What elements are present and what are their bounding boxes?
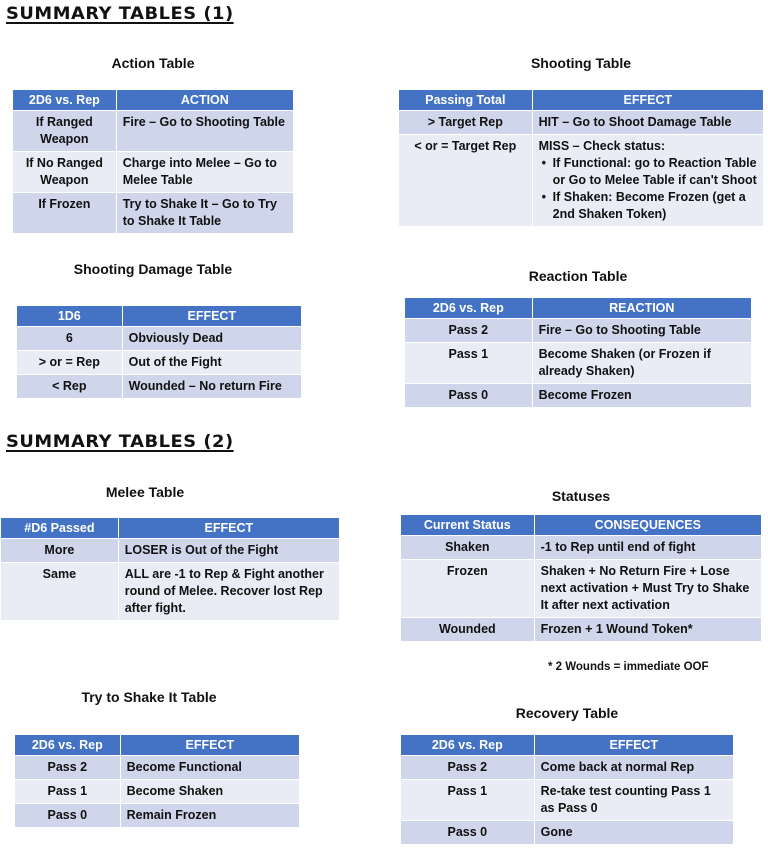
status-bullet-list (539, 155, 757, 223)
table-header (399, 90, 764, 111)
shooting-damage-table-title: Shooting Damage Table (73, 261, 233, 277)
table-cell: Wounded – No return Fire (122, 375, 301, 399)
table-header (17, 306, 302, 327)
table-cell: -1 to Rep until end of fight (534, 536, 761, 560)
table-row (15, 756, 300, 780)
shake-table-title: Try to Shake It Table (81, 689, 217, 705)
section-title-1: SUMMARY TABLES (1) (6, 4, 234, 24)
table-row (13, 152, 294, 193)
table-cell: > or = Rep (17, 351, 123, 375)
table-header (401, 515, 762, 536)
table-cell: Become Functional (120, 756, 299, 780)
table-cell: Pass 0 (405, 384, 533, 408)
table-cell: Come back at normal Rep (534, 756, 733, 780)
melee-table-title: Melee Table (105, 484, 185, 500)
table-row (15, 780, 300, 804)
reaction-table (404, 297, 752, 408)
table-cell: < Rep (17, 375, 123, 399)
table-row (15, 804, 300, 828)
table-row (401, 536, 762, 560)
table-cell: Shaken (401, 536, 535, 560)
table-row (401, 618, 762, 642)
table-cell: Pass 0 (401, 821, 535, 845)
table-row (399, 135, 764, 227)
table-cell: Pass 2 (401, 756, 535, 780)
table-cell: > Target Rep (399, 111, 533, 135)
table-cell: Same (1, 563, 119, 621)
column-header: EFFECT (532, 90, 763, 111)
bullet-item: • If Shaken: Become Frozen (get a 2nd Shaken Token) (553, 189, 757, 223)
table-row (401, 821, 734, 845)
table-cell: < or = Target Rep (399, 135, 533, 227)
table-cell: If No Ranged Weapon (13, 152, 117, 193)
action-table-title: Action Table (111, 55, 195, 71)
table-row (401, 560, 762, 618)
table-cell: Out of the Fight (122, 351, 301, 375)
table-header (13, 90, 294, 111)
column-header: 2D6 vs. Rep (401, 735, 535, 756)
table-cell: HIT – Go to Shoot Damage Table (532, 111, 763, 135)
table-cell: Become Frozen (532, 384, 751, 408)
column-header: EFFECT (534, 735, 733, 756)
column-header: EFFECT (122, 306, 301, 327)
table-cell: Shaken + No Return Fire + Lose next activation + Must Try to Shake It after next activation (534, 560, 761, 618)
bullet-item: • If Functional: go to Reaction Table or Go to Melee Table if can't Shoot (553, 155, 757, 189)
table-header (1, 518, 340, 539)
shooting-damage-table (16, 305, 302, 399)
table-cell: Fire – Go to Shooting Table (532, 319, 751, 343)
table-row (401, 780, 734, 821)
table-cell: ALL are -1 to Rep & Fight another round of Melee. Recover lost Rep after fight. (118, 563, 339, 621)
table-cell: Remain Frozen (120, 804, 299, 828)
table-cell: Become Shaken (120, 780, 299, 804)
column-header: #D6 Passed (1, 518, 119, 539)
table-row (13, 111, 294, 152)
table-header (15, 735, 300, 756)
shooting-table (398, 89, 764, 227)
table-cell: Wounded (401, 618, 535, 642)
melee-table (0, 517, 340, 621)
table-row (17, 375, 302, 399)
table-cell: Pass 1 (15, 780, 121, 804)
table-cell: Gone (534, 821, 733, 845)
shake-table (14, 734, 300, 828)
table-row (405, 319, 752, 343)
table-cell: Frozen (401, 560, 535, 618)
table-cell: LOSER is Out of the Fight (118, 539, 339, 563)
recovery-table-title: Recovery Table (515, 705, 619, 721)
column-header: Current Status (401, 515, 535, 536)
table-cell: Obviously Dead (122, 327, 301, 351)
column-header: 1D6 (17, 306, 123, 327)
table-row (401, 756, 734, 780)
miss-label: MISS – Check status: (538, 139, 666, 153)
table-row (13, 193, 294, 234)
statuses-table (400, 514, 762, 642)
table-cell (532, 135, 763, 227)
section-title-2: SUMMARY TABLES (2) (6, 432, 234, 452)
table-cell: Fire – Go to Shooting Table (116, 111, 293, 152)
table-cell: More (1, 539, 119, 563)
table-cell: Pass 2 (405, 319, 533, 343)
table-header (405, 298, 752, 319)
column-header: 2D6 vs. Rep (13, 90, 117, 111)
column-header: CONSEQUENCES (534, 515, 761, 536)
table-row (399, 111, 764, 135)
action-table (12, 89, 294, 234)
table-row (17, 327, 302, 351)
wounds-footnote: * 2 Wounds = immediate OOF (548, 661, 709, 673)
table-row (17, 351, 302, 375)
table-cell: If Frozen (13, 193, 117, 234)
table-cell: Frozen + 1 Wound Token* (534, 618, 761, 642)
table-header (401, 735, 734, 756)
table-row (405, 343, 752, 384)
column-header: Passing Total (399, 90, 533, 111)
column-header: 2D6 vs. Rep (405, 298, 533, 319)
table-cell: Pass 1 (405, 343, 533, 384)
table-cell: Pass 0 (15, 804, 121, 828)
shooting-table-title: Shooting Table (530, 55, 632, 71)
column-header: EFFECT (118, 518, 339, 539)
table-cell: 6 (17, 327, 123, 351)
column-header: 2D6 vs. Rep (15, 735, 121, 756)
recovery-table (400, 734, 734, 845)
column-header: EFFECT (120, 735, 299, 756)
reaction-table-title: Reaction Table (528, 268, 628, 284)
statuses-table-title: Statuses (551, 488, 611, 504)
table-cell: Become Shaken (or Frozen if already Shaken) (532, 343, 751, 384)
table-cell: Pass 2 (15, 756, 121, 780)
column-header: REACTION (532, 298, 751, 319)
table-row (1, 563, 340, 621)
table-cell: Re-take test counting Pass 1 as Pass 0 (534, 780, 733, 821)
table-cell: Charge into Melee – Go to Melee Table (116, 152, 293, 193)
table-row (405, 384, 752, 408)
table-row (1, 539, 340, 563)
column-header: ACTION (116, 90, 293, 111)
table-cell: Try to Shake It – Go to Try to Shake It Table (116, 193, 293, 234)
table-cell: If Ranged Weapon (13, 111, 117, 152)
table-cell: Pass 1 (401, 780, 535, 821)
